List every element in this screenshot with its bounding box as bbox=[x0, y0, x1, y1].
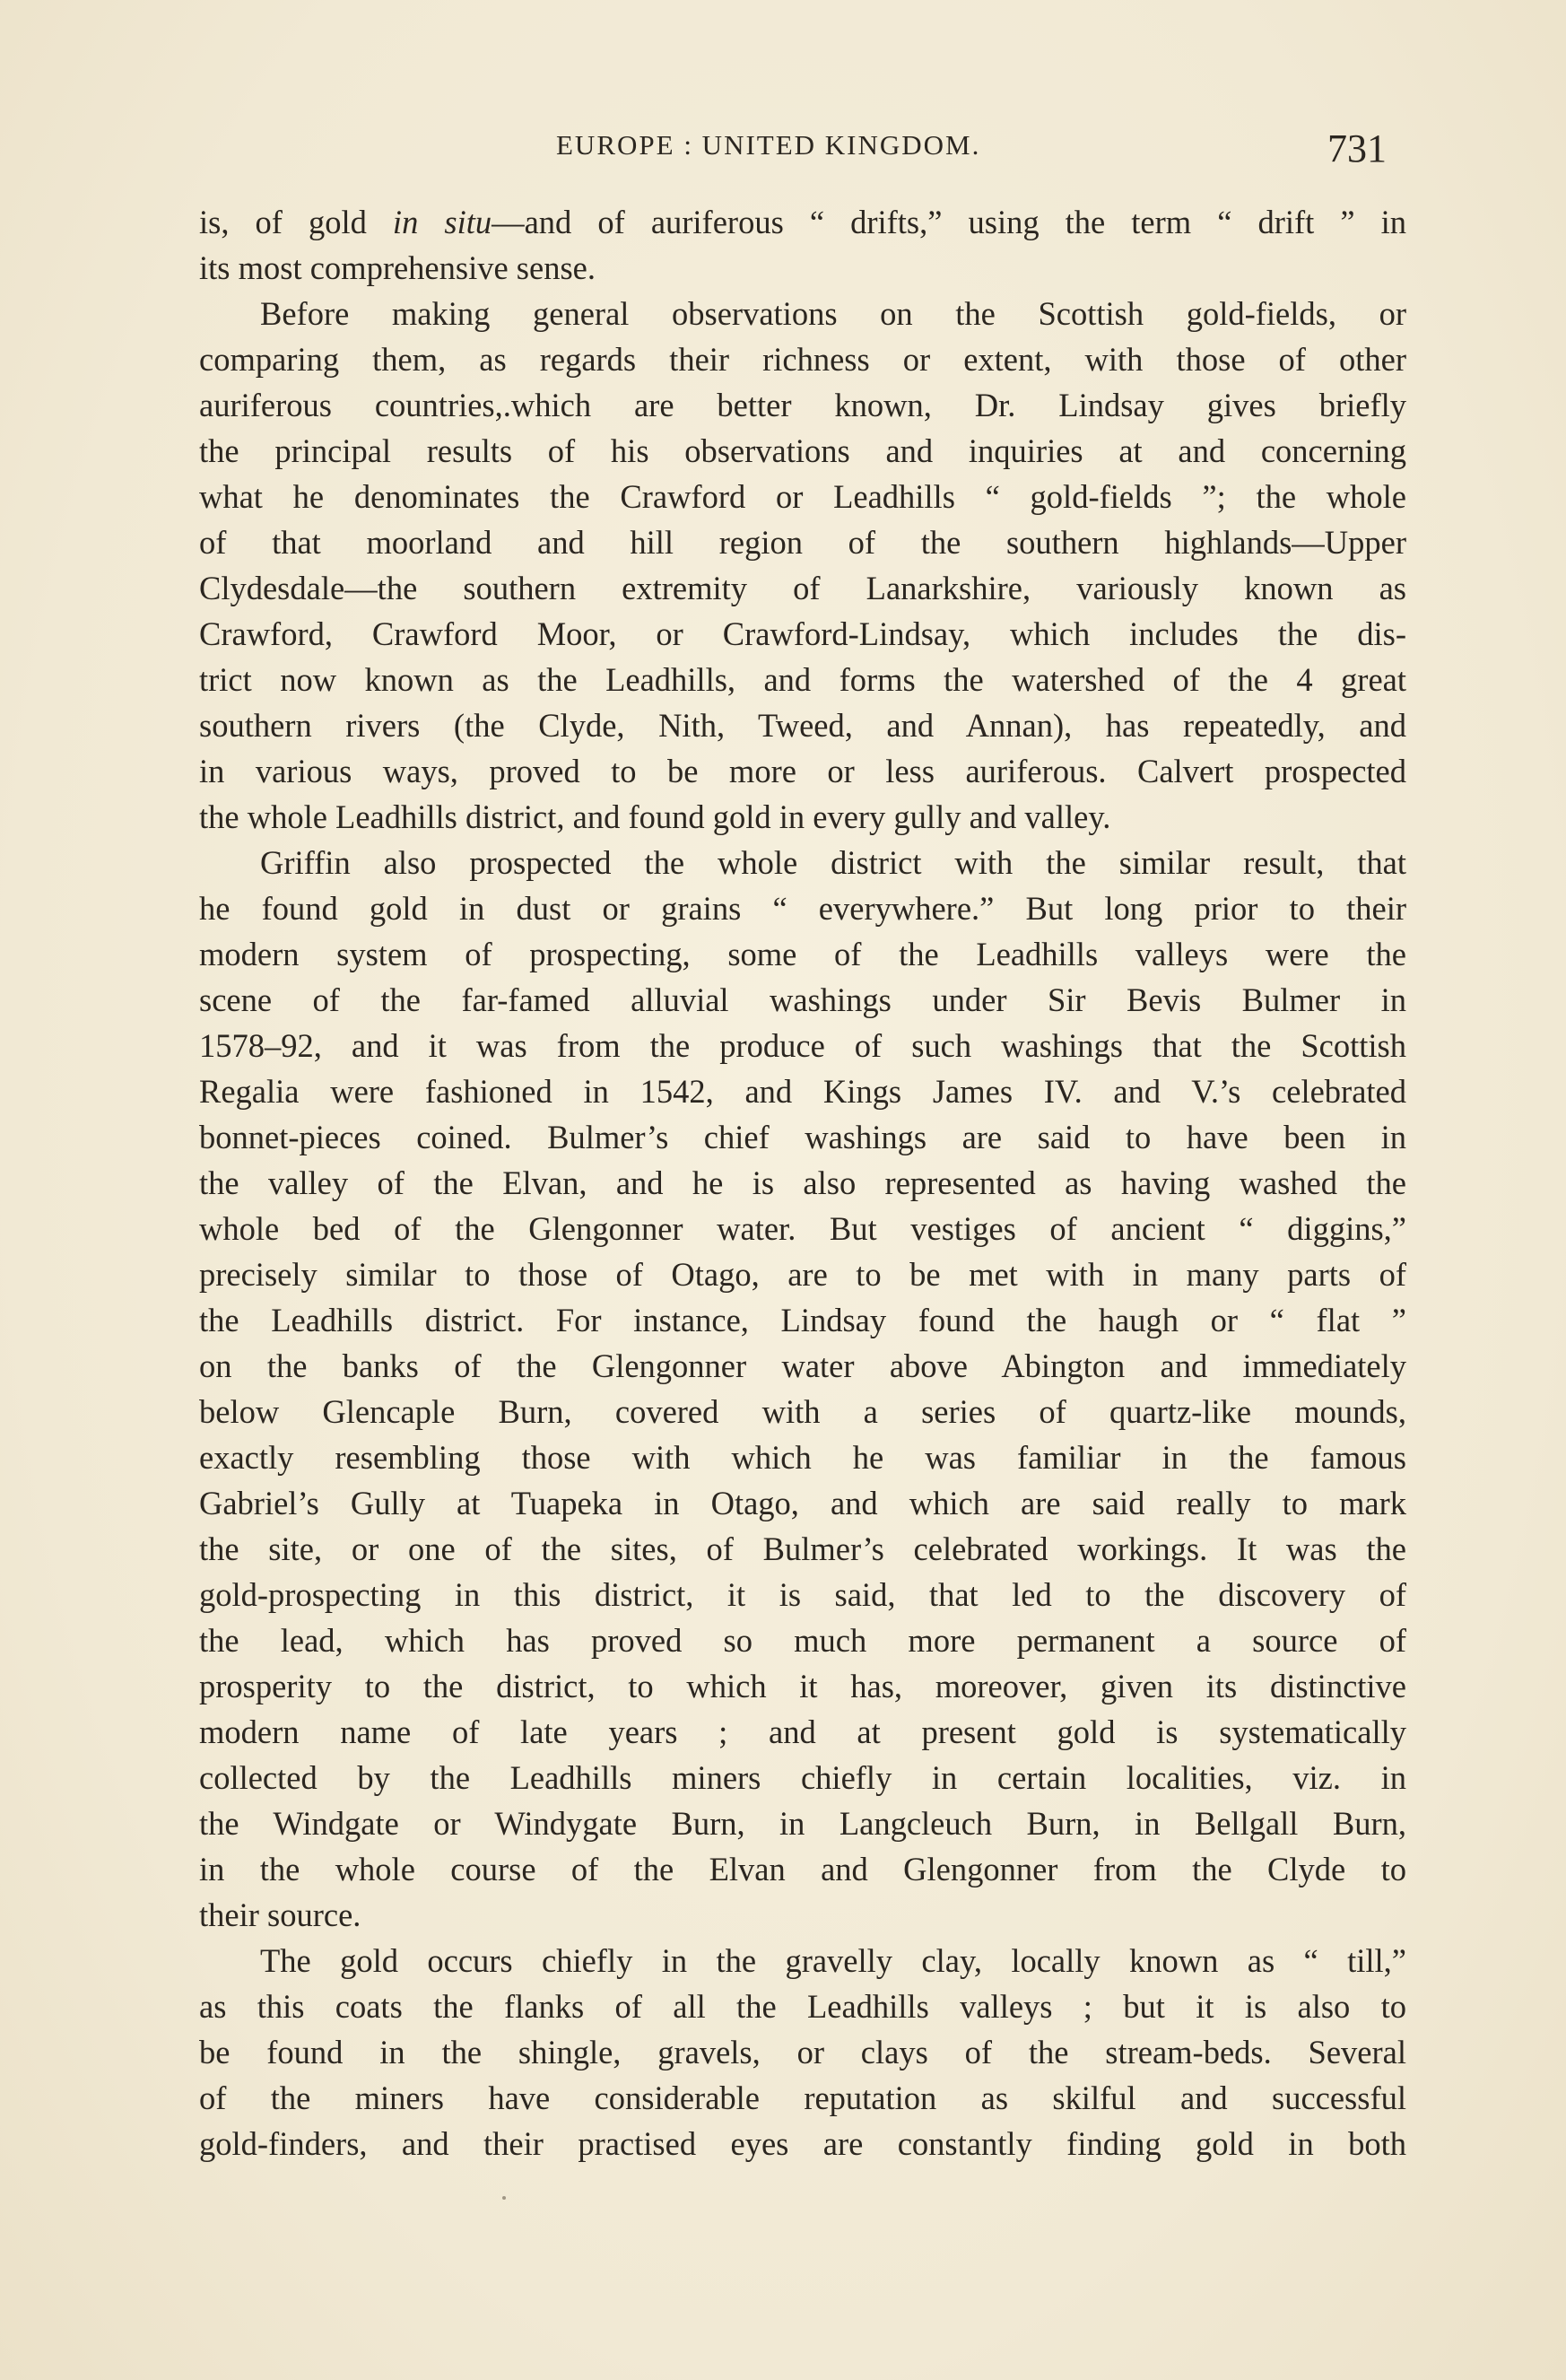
text-line: collected by the Leadhills miners chiefly in certain localities, viz. in bbox=[199, 1759, 1406, 1796]
text-line: modern name of late years ; and at present gold is systematically bbox=[199, 1713, 1406, 1750]
text-line: what he denominates the Crawford or Leadhills “ gold-fields ”; the whole bbox=[199, 478, 1406, 515]
text-line: as this coats the flanks of all the Leadhills valleys ; but it is also to bbox=[199, 1988, 1406, 2025]
text-line: Regalia were fashioned in 1542, and Kings James IV. and V.’s celebrated bbox=[199, 1073, 1406, 1110]
body-text bbox=[199, 199, 1406, 2166]
text-line: The gold occurs chiefly in the gravelly clay, locally known as “ till,” bbox=[260, 1942, 1406, 1979]
text-line: below Glencaple Burn, covered with a series of quartz-like mounds, bbox=[199, 1393, 1406, 1430]
text-line: the site, or one of the sites, of Bulmer’s celebrated workings. It was the bbox=[199, 1530, 1406, 1567]
text-line: on the banks of the Glengonner water above Abington and immediately bbox=[199, 1347, 1406, 1384]
text-line: comparing them, as regards their richness or extent, with those of other bbox=[199, 341, 1406, 378]
text-line: of the miners have considerable reputation as skilful and successful bbox=[199, 2079, 1406, 2116]
text-line: gold-prospecting in this district, it is said, that led to the discovery of bbox=[199, 1576, 1406, 1613]
text-line: precisely similar to those of Otago, are to be met with in many parts of bbox=[199, 1256, 1406, 1293]
text-line: in the whole course of the Elvan and Glengonner from the Clyde to bbox=[199, 1851, 1406, 1887]
text-line: he found gold in dust or grains “ everywhere.” But long prior to their bbox=[199, 890, 1406, 927]
text-line: bonnet-pieces coined. Bulmer’s chief washings are said to have been in bbox=[199, 1119, 1406, 1155]
text-line: Clydesdale—the southern extremity of Lanarkshire, variously known as bbox=[199, 570, 1406, 606]
running-head bbox=[0, 126, 1566, 170]
text-line: Crawford, Crawford Moor, or Crawford-Lindsay, which includes the dis- bbox=[199, 615, 1406, 652]
text-line: in various ways, proved to be more or less auriferous. Calvert prospected bbox=[199, 753, 1406, 789]
italic-phrase: in situ bbox=[392, 204, 492, 240]
running-title: EUROPE : UNITED KINGDOM. bbox=[556, 129, 981, 161]
text-line: whole bed of the Glengonner water. But vestiges of ancient “ diggins,” bbox=[199, 1210, 1406, 1247]
text-line: prosperity to the district, to which it has, moreover, given its distinctive bbox=[199, 1668, 1406, 1704]
text-line: the valley of the Elvan, and he is also represented as having washed the bbox=[199, 1164, 1406, 1201]
text-line: the Windgate or Windygate Burn, in Langcleuch Burn, in Bellgall Burn, bbox=[199, 1805, 1406, 1842]
page-number: 731 bbox=[1327, 126, 1387, 170]
text-line: the lead, which has proved so much more permanent a source of bbox=[199, 1622, 1406, 1659]
text-line: be found in the shingle, gravels, or clays of the stream-beds. Several bbox=[199, 2034, 1406, 2071]
text-line: of that moorland and hill region of the southern highlands—Upper bbox=[199, 524, 1406, 561]
paper-speck bbox=[502, 2196, 506, 2200]
text-line: scene of the far-famed alluvial washings under Sir Bevis Bulmer in bbox=[199, 981, 1406, 1018]
text-line: the whole Leadhills district, and found gold in every gully and valley. bbox=[199, 798, 1111, 835]
text-line: modern system of prospecting, some of the Leadhills valleys were the bbox=[199, 936, 1406, 972]
text-line: auriferous countries,.which are better known, Dr. Lindsay gives briefly bbox=[199, 387, 1406, 423]
text-line: 1578–92, and it was from the produce of such washings that the Scottish bbox=[199, 1027, 1406, 1064]
text-line: its most comprehensive sense. bbox=[199, 249, 596, 286]
text-line: the Leadhills district. For instance, Lindsay found the haugh or “ flat ” bbox=[199, 1302, 1406, 1338]
text-line: Griffin also prospected the whole district with the similar result, that bbox=[260, 844, 1406, 881]
text-line: the principal results of his observations and inquiries at and concerning bbox=[199, 432, 1406, 469]
text-line: Before making general observations on the Scottish gold-fields, or bbox=[260, 295, 1406, 332]
text-line: southern rivers (the Clyde, Nith, Tweed, and Annan), has repeatedly, and bbox=[199, 707, 1406, 744]
text-line: their source. bbox=[199, 1896, 361, 1933]
text-line: trict now known as the Leadhills, and forms the watershed of the 4 great bbox=[199, 661, 1406, 698]
text-line: Gabriel’s Gully at Tuapeka in Otago, and which are said really to mark bbox=[199, 1485, 1406, 1521]
text-line: is, of gold in situ—and of auriferous “ drifts,” using the term “ drift ” in bbox=[199, 204, 1406, 240]
text-line: exactly resembling those with which he was familiar in the famous bbox=[199, 1439, 1406, 1476]
text-line: gold-finders, and their practised eyes are constantly finding gold in both bbox=[199, 2125, 1406, 2162]
